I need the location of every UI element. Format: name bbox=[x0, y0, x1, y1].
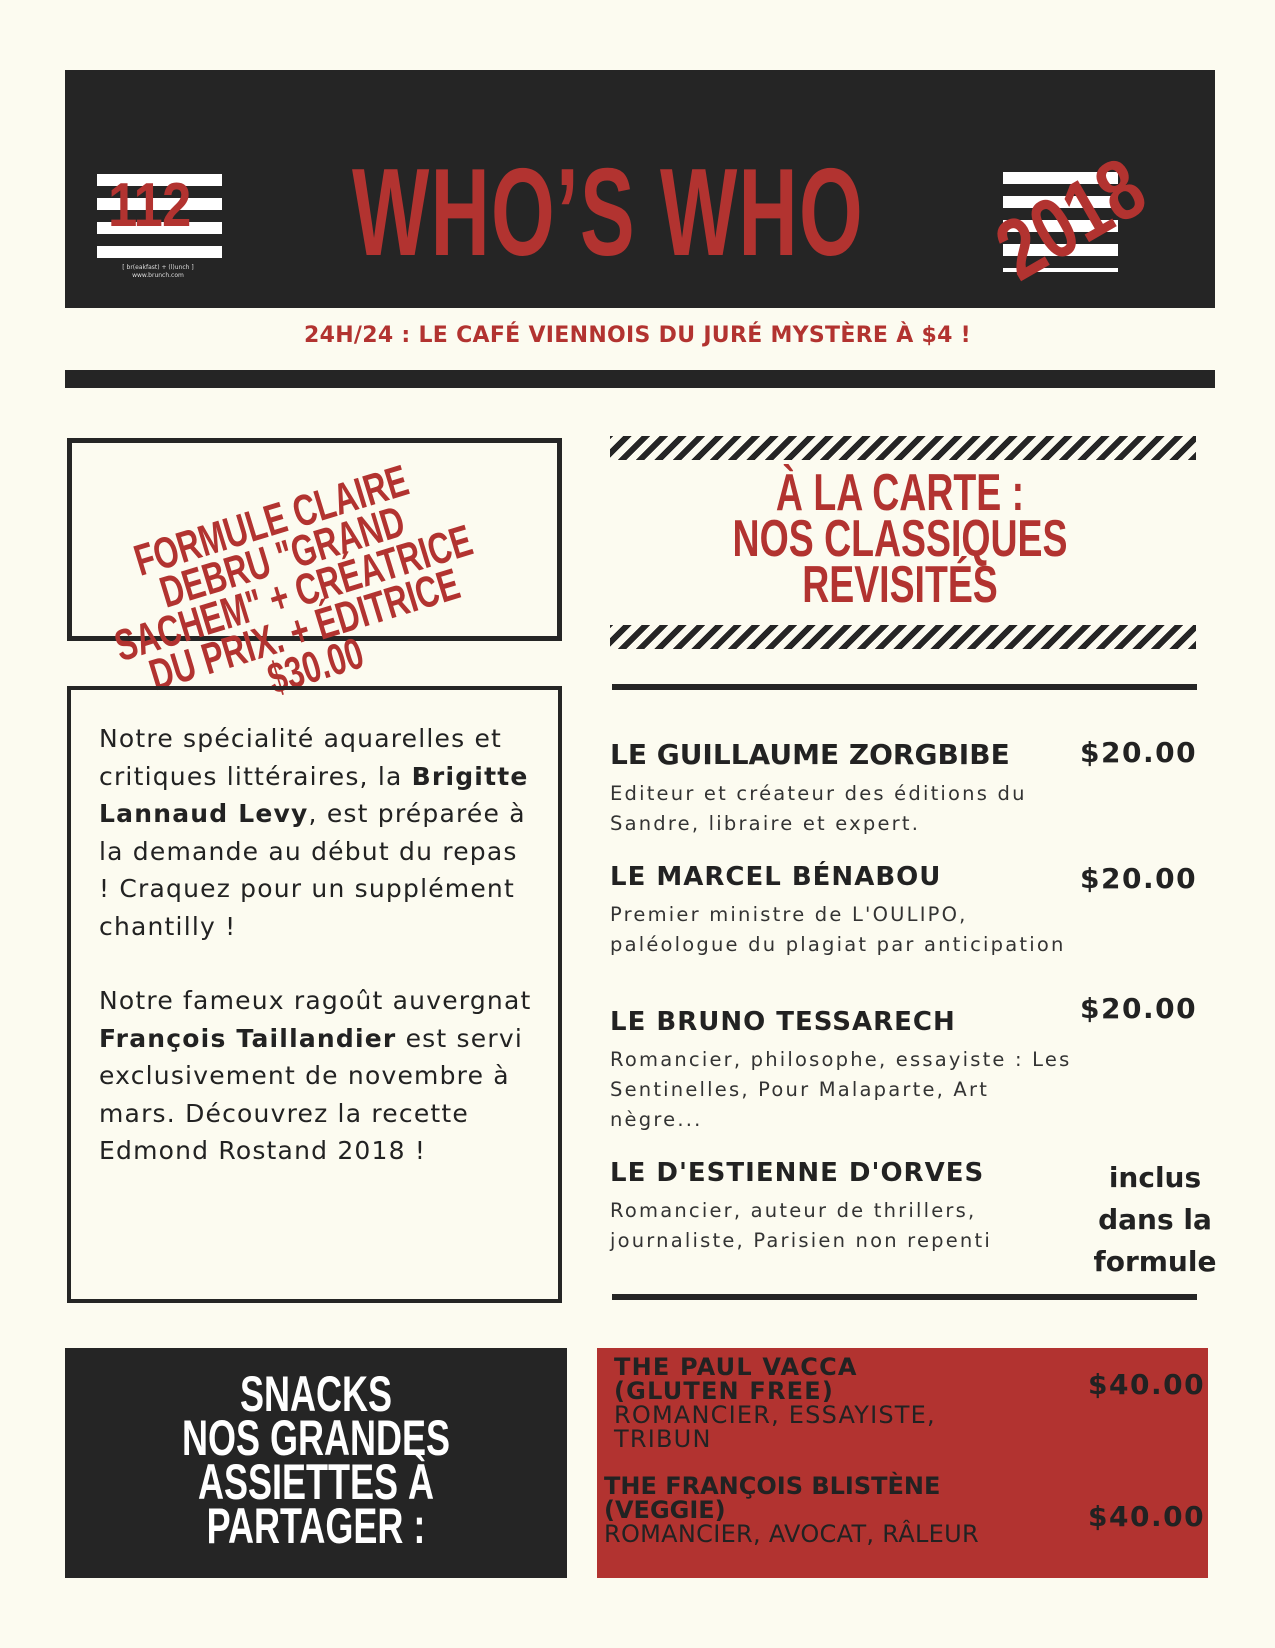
page-title: WHO’S WHO bbox=[352, 144, 864, 282]
snack-item bbox=[604, 1474, 979, 1546]
menu-item-desc: Romancier, philosophe, essayiste : Les Sentinelles, Pour Malaparte, Art nègre... bbox=[610, 1048, 1072, 1131]
snacks-heading-line-4: PARTAGER : bbox=[206, 1498, 426, 1554]
speciality-name-1: Brigitte Lannaud Levy bbox=[99, 761, 529, 828]
speciality-box bbox=[67, 686, 562, 1303]
menu-rule-top bbox=[612, 684, 1197, 690]
menu-item bbox=[610, 1007, 1080, 1135]
menu-item-desc: Romancier, auteur de thrillers, journaliste, Parisien non repenti bbox=[610, 1199, 992, 1252]
formule-offer-text: FORMULE CLAIRE DEBRU "GRAND SACHEM" + CRÉATRICE DU PRIX. + ÉDITRICE $30.00 bbox=[109, 456, 479, 704]
logo-number: 112 bbox=[108, 171, 191, 240]
tagline: 24H/24 : LE CAFÉ VIENNOIS DU JURÉ MYSTÈRE À $4 ! bbox=[303, 323, 972, 348]
menu-item-included-note: inclus dans la formule bbox=[1093, 1161, 1217, 1278]
snack-diet: (GLUTEN FREE) bbox=[614, 1377, 835, 1405]
snack-name: THE FRANÇOIS BLISTÈNE bbox=[604, 1472, 941, 1500]
menu-rule-bottom bbox=[612, 1294, 1197, 1300]
menu-item-name: LE MARCEL BÉNABOU bbox=[610, 862, 942, 892]
snack-desc: ROMANCIER, ESSAYISTE, bbox=[614, 1401, 936, 1429]
menu-item-name: LE BRUNO TESSARECH bbox=[610, 1007, 956, 1037]
menu-item-price: $20.00 bbox=[1080, 736, 1198, 769]
year-stamp: 2018 bbox=[980, 139, 1162, 300]
snack-item bbox=[614, 1355, 936, 1451]
menu-item-price: $20.00 bbox=[1080, 862, 1198, 895]
snacks-heading-line-3: ASSIETTES À bbox=[197, 1454, 435, 1510]
menu-item-desc: Editeur et créateur des éditions du Sandre, libraire et expert. bbox=[610, 782, 1027, 835]
speciality-paragraph-1: Notre spécialité aquarelles et critiques littéraires, la Brigitte Lannaud Levy, est préparée à la demande au début du repas ! Craquez pour un supplément chantilly ! bbox=[99, 724, 529, 941]
snack-diet: (VEGGIE) bbox=[604, 1496, 726, 1524]
header-divider bbox=[65, 370, 1215, 388]
menu-item-desc: Premier ministre de L'OULIPO, paléologue du plagiat par anticipation bbox=[610, 903, 1066, 956]
carte-heading bbox=[590, 464, 1210, 614]
hatch-divider-bottom bbox=[610, 625, 1196, 649]
carte-heading-line-3: REVISITÉS bbox=[802, 556, 998, 614]
menu-item-price: $20.00 bbox=[1080, 992, 1198, 1025]
menu-item-name: LE GUILLAUME ZORGBIBE bbox=[610, 738, 1010, 771]
menu-item bbox=[610, 1158, 1080, 1256]
speciality-name-2: François Taillandier bbox=[99, 1023, 397, 1053]
carte-heading-line-2: NOS CLASSIQUES bbox=[732, 510, 1068, 568]
logo-tagline: [ br(eakfast) + (l)unch ] www.brunch.com bbox=[122, 264, 194, 279]
snacks-heading-line-1: SNACKS bbox=[239, 1366, 393, 1422]
hatch-divider-top bbox=[610, 436, 1196, 460]
menu-item bbox=[610, 738, 1080, 839]
snacks-heading-line-2: NOS GRANDES bbox=[181, 1410, 451, 1466]
menu-item bbox=[610, 862, 1080, 960]
carte-heading-line-1: À LA CARTE : bbox=[775, 464, 1025, 522]
snack-desc: TRIBUN bbox=[614, 1425, 712, 1453]
snack-desc: ROMANCIER, AVOCAT, RÂLEUR bbox=[604, 1520, 979, 1548]
menu-item-name: LE D'ESTIENNE D'ORVES bbox=[610, 1158, 985, 1188]
snack-price: $40.00 bbox=[1088, 1368, 1206, 1401]
snack-name: THE PAUL VACCA bbox=[614, 1353, 858, 1381]
snack-price: $40.00 bbox=[1088, 1500, 1206, 1533]
speciality-paragraph-2: Notre fameux ragoût auvergnat François Taillandier est servi exclusivement de novembre à mars. Découvrez la recette Edmond Rostand 2018 ! bbox=[99, 986, 532, 1165]
snacks-heading bbox=[65, 1366, 567, 1554]
